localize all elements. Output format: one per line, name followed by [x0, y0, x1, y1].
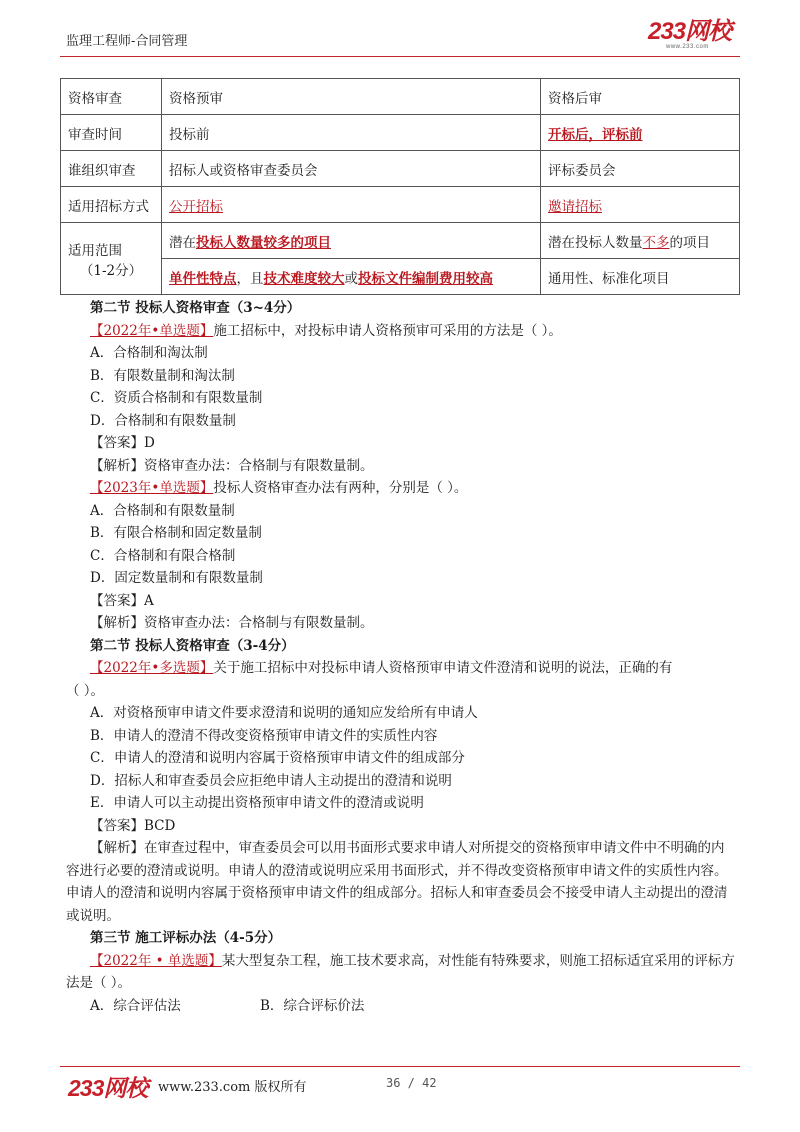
scope-label: 适用范围 — [68, 242, 122, 259]
highlight-text: 技术难度较大 — [263, 270, 345, 287]
cell-text: 潜在投标人数量 — [548, 234, 643, 251]
option: D．招标人和审查委员会应拒绝申请人主动提出的澄清和说明 — [90, 772, 452, 789]
question-text: 施工招标中，对投标申请人资格预审可采用的方法是（ ）。 — [213, 322, 562, 339]
footer-divider — [60, 1066, 740, 1067]
table-cell: 通用性、标准化项目 — [541, 259, 740, 295]
question-tag: 【2022年 • 单选题】 — [90, 952, 222, 969]
option: C．资质合格制和有限数量制 — [90, 390, 263, 406]
comparison-table — [60, 78, 740, 295]
scope-points: （1-2分） — [79, 262, 143, 279]
table-cell: 资格后审 — [541, 79, 740, 115]
option: B．综合评标价法 — [260, 997, 365, 1014]
table-cell: 适用招标方式 — [61, 187, 162, 223]
highlight-text: 公开招标 — [169, 198, 223, 215]
question — [66, 950, 736, 995]
table-cell: 审查时间 — [61, 115, 162, 151]
section-heading: 第二节 投标人资格审查（3-4分） — [90, 637, 295, 654]
option: A．合格制和淘汰制 — [90, 345, 208, 361]
table-cell: 谁组织审查 — [61, 151, 162, 187]
document-header-title: 监理工程师-合同管理 — [66, 34, 188, 49]
table-cell — [162, 187, 541, 223]
highlight-text: 投标人数量较多的项目 — [196, 234, 331, 251]
option: A．合格制和有限数量制 — [90, 502, 235, 519]
logo-subtext: www.233.com — [666, 44, 709, 50]
option: B．有限合格制和固定数量制 — [90, 525, 262, 541]
table-cell: 评标委员会 — [541, 151, 740, 187]
page-number: 36 / 42 — [386, 1076, 437, 1090]
header-divider — [60, 56, 740, 57]
table-row — [61, 115, 740, 151]
cell-text: ，且 — [236, 270, 264, 287]
table-cell: 招标人或资格审查委员会 — [162, 151, 541, 187]
table-cell: 资格审查 — [61, 79, 162, 115]
option: D．合格制和有限数量制 — [90, 412, 236, 429]
table-cell — [162, 223, 541, 259]
table-row — [61, 79, 740, 115]
section-heading: 第二节 投标人资格审查（3~4分） — [90, 300, 301, 316]
cell-text: 或 — [344, 270, 358, 287]
option: E．申请人可以主动提出资格预审申请文件的澄清或说明 — [90, 795, 424, 811]
table-cell: 投标前 — [162, 115, 541, 151]
table-cell: 资格预审 — [162, 79, 541, 115]
option: A．综合评估法 — [90, 997, 181, 1014]
question — [66, 657, 736, 680]
question-text-cont: （ ）。 — [66, 682, 105, 699]
highlight-text: 单件性特点 — [169, 270, 237, 287]
question-tag: 【2022年•单选题】 — [90, 322, 214, 339]
footer-site: www.233.com 版权所有 — [158, 1080, 307, 1095]
answer: 【答案】BCD — [90, 817, 176, 834]
explanation: 【解析】在审查过程中，审查委员会可以用书面形式要求申请人对所提交的资格预审申请文件中不明确的内容进行必要的澄清或说明。申请人的澄清或说明应采用书面形式，并不得改变资格预审申请文件的实质性内容。申请人的澄清和说明内容属于资格预审申请文件的组成部分。招标人和审查委员会不接受申请人主动提出的澄清或说明。 — [66, 840, 728, 924]
table-row — [61, 151, 740, 187]
question-tag: 【2023年•单选题】 — [90, 480, 214, 496]
table-cell-scope-label — [61, 223, 162, 295]
option: A．对资格预审申请文件要求澄清和说明的通知应发给所有申请人 — [90, 705, 478, 721]
document-body — [66, 297, 736, 1017]
option: B．有限数量制和淘汰制 — [90, 367, 235, 384]
question-text: 某大型复杂工程，施工技术要求高，对性能有特殊要求，则施工招标适宜采用的评标方法是（ ）。 — [66, 952, 735, 991]
option-row — [66, 995, 736, 1018]
highlight-text: 投标文件编制费用较高 — [358, 270, 493, 287]
table-row — [61, 223, 740, 259]
option: C．合格制和有限合格制 — [90, 547, 236, 564]
option: C．申请人的澄清和说明内容属于资格预审申请文件的组成部分 — [90, 750, 465, 766]
question — [66, 320, 736, 343]
option: D．固定数量制和有限数量制 — [90, 570, 263, 586]
table-cell — [541, 115, 740, 151]
question-text: 关于施工招标中对投标申请人资格预审申请文件澄清和说明的说法，正确的有 — [213, 660, 673, 676]
question-text: 投标人资格审查办法有两种，分别是（ ）。 — [213, 480, 468, 496]
table-row — [61, 187, 740, 223]
logo-text: 233网校 — [648, 18, 732, 45]
cell-text: 潜在 — [169, 234, 196, 251]
explanation: 【解析】资格审查办法：合格制与有限数量制。 — [90, 457, 374, 474]
answer: 【答案】A — [90, 592, 154, 609]
answer: 【答案】D — [90, 435, 155, 451]
footer-logo: 233网校 — [68, 1075, 148, 1101]
explanation: 【解析】资格审查办法：合格制与有限数量制。 — [90, 615, 374, 631]
section-heading: 第三节 施工评标办法（4-5分） — [90, 930, 282, 946]
question — [66, 477, 736, 500]
table-cell — [541, 187, 740, 223]
brand-logo — [648, 20, 734, 52]
table-cell — [162, 259, 541, 295]
question-tag: 【2022年•多选题】 — [90, 660, 214, 676]
table-cell — [541, 223, 740, 259]
highlight-text: 不多 — [642, 234, 670, 251]
highlight-text: 邀请招标 — [548, 198, 602, 215]
cell-text: 的项目 — [669, 234, 710, 251]
table-row — [61, 259, 740, 295]
option: B．申请人的澄清不得改变资格预审申请文件的实质性内容 — [90, 727, 438, 744]
highlight-text: 开标后，评标前 — [548, 126, 643, 143]
